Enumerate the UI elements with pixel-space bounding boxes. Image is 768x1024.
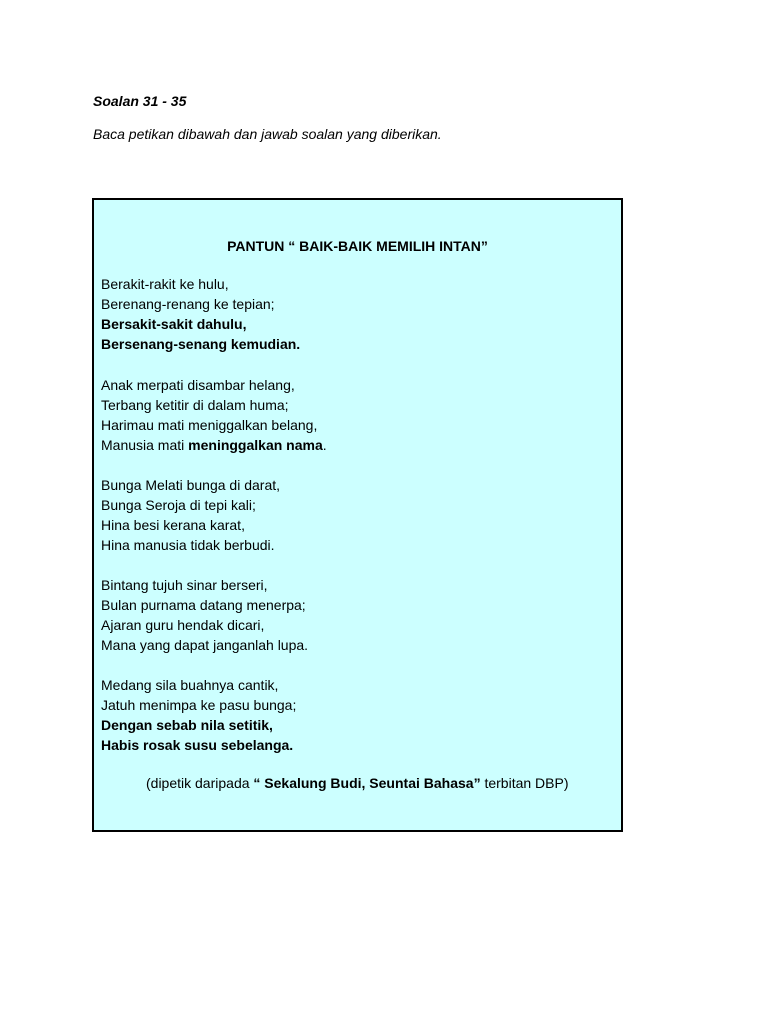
- stanza-line: Harimau mati meniggalkan belang,: [101, 417, 318, 433]
- line-segment: Manusia mati: [101, 437, 189, 453]
- stanza-line: Terbang ketitir di dalam huma;: [101, 397, 289, 413]
- stanza-line: Mana yang dapat janganlah lupa.: [101, 637, 309, 653]
- passage-box: [92, 198, 623, 832]
- instruction-text: Baca petikan dibawah dan jawab soalan yang diberikan.: [93, 126, 442, 142]
- source-prefix: (dipetik daripada: [146, 775, 254, 791]
- stanza-line: [101, 435, 327, 455]
- stanza-2: [101, 375, 327, 455]
- stanza-line: Medang sila buahnya cantik,: [101, 677, 279, 693]
- emphasized-phrase: meninggalkan nama: [188, 437, 323, 453]
- stanza-line: Ajaran guru hendak dicari,: [101, 617, 265, 633]
- stanza-line: Bersenang-senang kemudian.: [101, 336, 301, 352]
- stanza-4: [101, 575, 308, 655]
- stanza-line: Bunga Seroja di tepi kali;: [101, 497, 256, 513]
- source-book-title: “ Sekalung Budi, Seuntai Bahasa”: [253, 775, 481, 791]
- stanza-line: Bintang tujuh sinar berseri,: [101, 577, 268, 593]
- stanza-line: Anak merpati disambar helang,: [101, 377, 295, 393]
- stanza-line: Hina manusia tidak berbudi.: [101, 537, 275, 553]
- source-citation: [146, 775, 569, 791]
- stanza-line: Bersakit-sakit dahulu,: [101, 316, 247, 332]
- stanza-line: Jatuh menimpa ke pasu bunga;: [101, 697, 297, 713]
- stanza-5: [101, 675, 296, 755]
- source-suffix: terbitan DBP): [480, 775, 569, 791]
- stanza-line: Berenang-renang ke tepian;: [101, 296, 275, 312]
- line-segment: .: [322, 437, 327, 453]
- stanza-line: Berakit-rakit ke hulu,: [101, 276, 229, 292]
- stanza-3: [101, 475, 280, 555]
- stanza-1: [101, 274, 300, 354]
- stanza-line: Bunga Melati bunga di darat,: [101, 477, 281, 493]
- stanza-line: Dengan sebab nila setitik,: [101, 717, 273, 733]
- stanza-line: Habis rosak susu sebelanga.: [101, 737, 294, 753]
- stanza-line: Hina besi kerana karat,: [101, 517, 245, 533]
- passage-title: PANTUN “ BAIK-BAIK MEMILIH INTAN”: [227, 238, 488, 254]
- stanza-line: Bulan purnama datang menerpa;: [101, 597, 306, 613]
- question-range-heading: Soalan 31 - 35: [93, 93, 187, 109]
